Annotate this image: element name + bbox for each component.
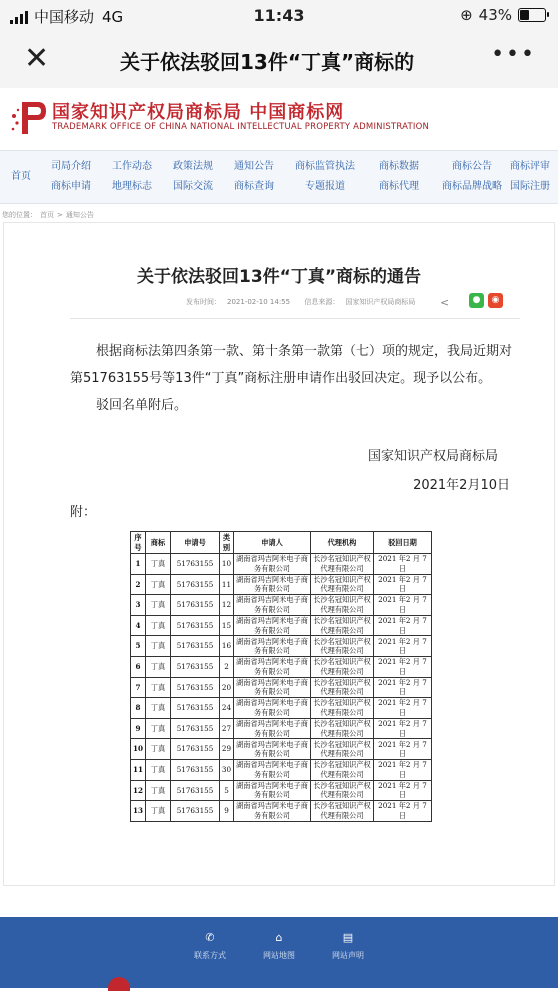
table-cell: 51763155: [171, 677, 220, 698]
table-cell: 2021 年2 月 7 日: [374, 801, 432, 822]
publish-label: 发布时间：: [186, 298, 221, 306]
table-cell: 湖南省玛吉阿米电子商务有限公司: [234, 718, 311, 739]
nav-item[interactable]: 商标品牌战略: [442, 181, 502, 192]
table-cell: 长沙名冠知识产权代理有限公司: [311, 801, 374, 822]
table-cell: 湖南省玛吉阿米电子商务有限公司: [234, 677, 311, 698]
nav-item[interactable]: 国际交流: [173, 181, 213, 192]
table-cell: 11: [131, 759, 146, 780]
table-cell: 2021 年2 月 7 日: [374, 739, 432, 760]
table-cell: 51763155: [171, 554, 220, 575]
table-cell: 5: [220, 780, 234, 801]
table-cell: 9: [220, 801, 234, 822]
table-cell: 湖南省玛吉阿米电子商务有限公司: [234, 636, 311, 657]
table-cell: 丁真: [146, 677, 171, 698]
nav-item[interactable]: 地理标志: [112, 181, 152, 192]
table-cell: 51763155: [171, 759, 220, 780]
table-cell: 丁真: [146, 636, 171, 657]
table-cell: 长沙名冠知识产权代理有限公司: [311, 636, 374, 657]
table-body: [131, 554, 432, 822]
table-cell: 51763155: [171, 636, 220, 657]
table-row: [131, 595, 432, 616]
table-cell: 24: [220, 698, 234, 719]
carrier-label: 中国移动: [34, 8, 95, 26]
table-cell: 2021 年2 月 7 日: [374, 615, 432, 636]
sitemap-icon: ⌂: [275, 931, 283, 944]
table-cell: 12: [131, 780, 146, 801]
nav-item[interactable]: 商标代理: [379, 181, 419, 192]
nav-column-1: [36, 157, 106, 197]
nav-item[interactable]: 商标申请: [51, 181, 91, 192]
table-cell: 27: [220, 718, 234, 739]
article-title: 关于依法驳回13件“丁真”商标的通告: [136, 267, 421, 287]
network-label: 4G: [102, 7, 124, 26]
table-cell: 2021 年2 月 7 日: [374, 698, 432, 719]
document-icon: ▤: [342, 931, 354, 944]
table-row: [131, 636, 432, 657]
table-cell: 20: [220, 677, 234, 698]
nav-item[interactable]: 商标数据: [379, 161, 419, 172]
nav-column-8: [510, 157, 558, 197]
rejection-table: [130, 531, 432, 822]
source-value: 国家知识产权局商标局: [345, 298, 416, 306]
signature-org: 国家知识产权局商标局: [367, 449, 498, 464]
table-cell: 湖南省玛吉阿米电子商务有限公司: [234, 780, 311, 801]
nav-column-4: [219, 157, 289, 197]
table-cell: 51763155: [171, 595, 220, 616]
breadcrumb-home[interactable]: 首页: [40, 211, 54, 219]
footer-statement[interactable]: [313, 931, 383, 961]
table-cell: 51763155: [171, 574, 220, 595]
table-cell: 湖南省玛吉阿米电子商务有限公司: [234, 801, 311, 822]
nav-item[interactable]: 商标评审: [510, 161, 550, 172]
table-cell: 2021 年2 月 7 日: [374, 780, 432, 801]
table-cell: 15: [220, 615, 234, 636]
status-right: [460, 6, 546, 24]
table-cell: 51763155: [171, 739, 220, 760]
weibo-icon[interactable]: ◉: [488, 293, 503, 308]
nav-item[interactable]: 专题报道: [305, 181, 345, 192]
table-cell: 丁真: [146, 574, 171, 595]
browser-title-bar: [0, 32, 558, 89]
table-header: 商标: [146, 532, 171, 554]
table-cell: 长沙名冠知识产权代理有限公司: [311, 656, 374, 677]
table-cell: 30: [220, 759, 234, 780]
nav-item[interactable]: 司局介绍: [51, 161, 91, 172]
table-cell: 湖南省玛吉阿米电子商务有限公司: [234, 739, 311, 760]
table-cell: 11: [220, 574, 234, 595]
footer-contact[interactable]: [175, 931, 245, 961]
nav-column-2: [97, 157, 167, 197]
cnipa-logo-icon: [8, 98, 48, 138]
table-cell: 湖南省玛吉阿米电子商务有限公司: [234, 574, 311, 595]
table-header: 类别: [220, 532, 234, 554]
table-cell: 2021 年2 月 7 日: [374, 656, 432, 677]
table-cell: 丁真: [146, 780, 171, 801]
table-cell: 4: [131, 615, 146, 636]
table-cell: 丁真: [146, 801, 171, 822]
table-cell: 湖南省玛吉阿米电子商务有限公司: [234, 698, 311, 719]
table-cell: 6: [131, 656, 146, 677]
table-cell: 2021 年2 月 7 日: [374, 595, 432, 616]
breadcrumb-label: 您的位置：: [2, 211, 37, 219]
attachment-label: 附：: [70, 505, 97, 520]
divider: [70, 318, 520, 319]
nav-column-3: [158, 157, 228, 197]
article-body: [70, 338, 522, 419]
nav-column-7: [437, 157, 507, 197]
battery-fill: [520, 10, 529, 20]
table-cell: 51763155: [171, 698, 220, 719]
table-row: [131, 615, 432, 636]
table-cell: 丁真: [146, 554, 171, 575]
site-name-en: TRADEMARK OFFICE OF CHINA NATIONAL INTELLECTUAL PROPERTY ADMINISTRATION: [52, 122, 430, 132]
table-cell: 7: [131, 677, 146, 698]
table-cell: 51763155: [171, 718, 220, 739]
table-row: [131, 554, 432, 575]
table-cell: 29: [220, 739, 234, 760]
nav-item[interactable]: 商标监管执法: [295, 161, 355, 172]
table-cell: 9: [131, 718, 146, 739]
table-cell: 丁真: [146, 595, 171, 616]
table-header: 代理机构: [311, 532, 374, 554]
table-row: [131, 718, 432, 739]
table-row: [131, 739, 432, 760]
table-row: [131, 780, 432, 801]
nav-column-5: [290, 157, 360, 197]
table-header: 驳回日期: [374, 532, 432, 554]
table-cell: 长沙名冠知识产权代理有限公司: [311, 739, 374, 760]
close-icon[interactable]: ✕: [24, 41, 50, 76]
table-header: 申请人: [234, 532, 311, 554]
more-icon[interactable]: •••: [491, 42, 536, 67]
article-paragraph: 驳回名单附后。: [96, 398, 188, 413]
emblem-icon: [108, 977, 130, 991]
table-row: [131, 677, 432, 698]
table-cell: 2: [131, 574, 146, 595]
table-cell: 长沙名冠知识产权代理有限公司: [311, 615, 374, 636]
table-cell: 2021 年2 月 7 日: [374, 759, 432, 780]
site-name-cn: 国家知识产权局商标局 中国商标网: [52, 102, 345, 123]
table-row: [131, 759, 432, 780]
main-nav: [0, 150, 558, 204]
table-cell: 51763155: [171, 780, 220, 801]
table-cell: 8: [131, 698, 146, 719]
table-cell: 湖南省玛吉阿米电子商务有限公司: [234, 656, 311, 677]
table-cell: 长沙名冠知识产权代理有限公司: [311, 554, 374, 575]
table-cell: 长沙名冠知识产权代理有限公司: [311, 595, 374, 616]
breadcrumb-separator: >: [57, 211, 63, 219]
table-cell: 51763155: [171, 801, 220, 822]
table-header: 申请号: [171, 532, 220, 554]
table-cell: 长沙名冠知识产权代理有限公司: [311, 759, 374, 780]
share-icon[interactable]: <: [440, 296, 450, 309]
nav-item[interactable]: 商标公告: [452, 161, 492, 172]
table-cell: 湖南省玛吉阿米电子商务有限公司: [234, 595, 311, 616]
nav-column-6: [364, 157, 434, 197]
footer-sitemap[interactable]: [244, 931, 314, 961]
table-cell: 10: [220, 554, 234, 575]
table-header: 序号: [131, 532, 146, 554]
article-paragraph: 根据商标法第四条第一款、第十条第一款第（七）项的规定，我局近期对第51763155号等13件“丁真”商标注册申请作出驳回决定。现予以公布。: [70, 344, 513, 386]
table-cell: 2021 年2 月 7 日: [374, 554, 432, 575]
wechat-icon[interactable]: ●: [469, 293, 484, 308]
phone-icon: ✆: [205, 931, 215, 944]
table-cell: 丁真: [146, 718, 171, 739]
table-cell: 丁真: [146, 698, 171, 719]
table-cell: 丁真: [146, 759, 171, 780]
table-cell: 5: [131, 636, 146, 657]
footer-label: 联系方式: [194, 951, 226, 960]
table-cell: 湖南省玛吉阿米电子商务有限公司: [234, 554, 311, 575]
table-cell: 长沙名冠知识产权代理有限公司: [311, 780, 374, 801]
table-cell: 13: [131, 801, 146, 822]
footer-label: 网站地图: [263, 951, 295, 960]
table-cell: 2: [220, 656, 234, 677]
table-cell: 2021 年2 月 7 日: [374, 636, 432, 657]
nav-item[interactable]: 国际注册: [510, 181, 550, 192]
status-bar: [0, 0, 558, 32]
nav-item[interactable]: 商标查询: [234, 181, 274, 192]
nav-item[interactable]: 政策法规: [173, 161, 213, 172]
publish-time: 2021-02-10 14:55: [227, 298, 291, 306]
table-cell: 长沙名冠知识产权代理有限公司: [311, 718, 374, 739]
table-cell: 2021 年2 月 7 日: [374, 718, 432, 739]
table-cell: 1: [131, 554, 146, 575]
site-footer: [0, 917, 558, 988]
table-cell: 3: [131, 595, 146, 616]
source-label: 信息来源：: [304, 298, 340, 306]
table-cell: 长沙名冠知识产权代理有限公司: [311, 574, 374, 595]
table-row: [131, 698, 432, 719]
nav-item[interactable]: 工作动态: [112, 161, 152, 172]
signature-date: 2021年2月10日: [413, 478, 510, 493]
rotation-lock-icon: ⊕: [460, 6, 473, 24]
status-time: 11:43: [253, 6, 305, 25]
article-meta: [186, 297, 427, 307]
nav-item[interactable]: 通知公告: [234, 161, 274, 172]
table-row: [131, 801, 432, 822]
nav-home[interactable]: 首页: [11, 171, 31, 182]
table-cell: 12: [220, 595, 234, 616]
table-cell: 51763155: [171, 615, 220, 636]
breadcrumb-current[interactable]: 通知公告: [65, 211, 94, 219]
table-cell: 51763155: [171, 656, 220, 677]
page-title: 关于依法驳回13件“丁真”商标的: [120, 50, 415, 74]
table-header-row: [131, 532, 432, 554]
table-cell: 湖南省玛吉阿米电子商务有限公司: [234, 759, 311, 780]
table-cell: 丁真: [146, 615, 171, 636]
table-cell: 长沙名冠知识产权代理有限公司: [311, 698, 374, 719]
breadcrumb: [2, 210, 97, 220]
table-row: [131, 656, 432, 677]
table-cell: 丁真: [146, 739, 171, 760]
table-cell: 16: [220, 636, 234, 657]
table-cell: 2021 年2 月 7 日: [374, 574, 432, 595]
footer-label: 网站声明: [332, 951, 364, 960]
table-cell: 长沙名冠知识产权代理有限公司: [311, 677, 374, 698]
table-cell: 2021 年2 月 7 日: [374, 677, 432, 698]
site-header: [0, 88, 558, 150]
battery-percent: 43%: [478, 6, 512, 24]
table-cell: 丁真: [146, 656, 171, 677]
battery-icon: [518, 8, 546, 22]
table-row: [131, 574, 432, 595]
table-cell: 湖南省玛吉阿米电子商务有限公司: [234, 615, 311, 636]
table-cell: 10: [131, 739, 146, 760]
